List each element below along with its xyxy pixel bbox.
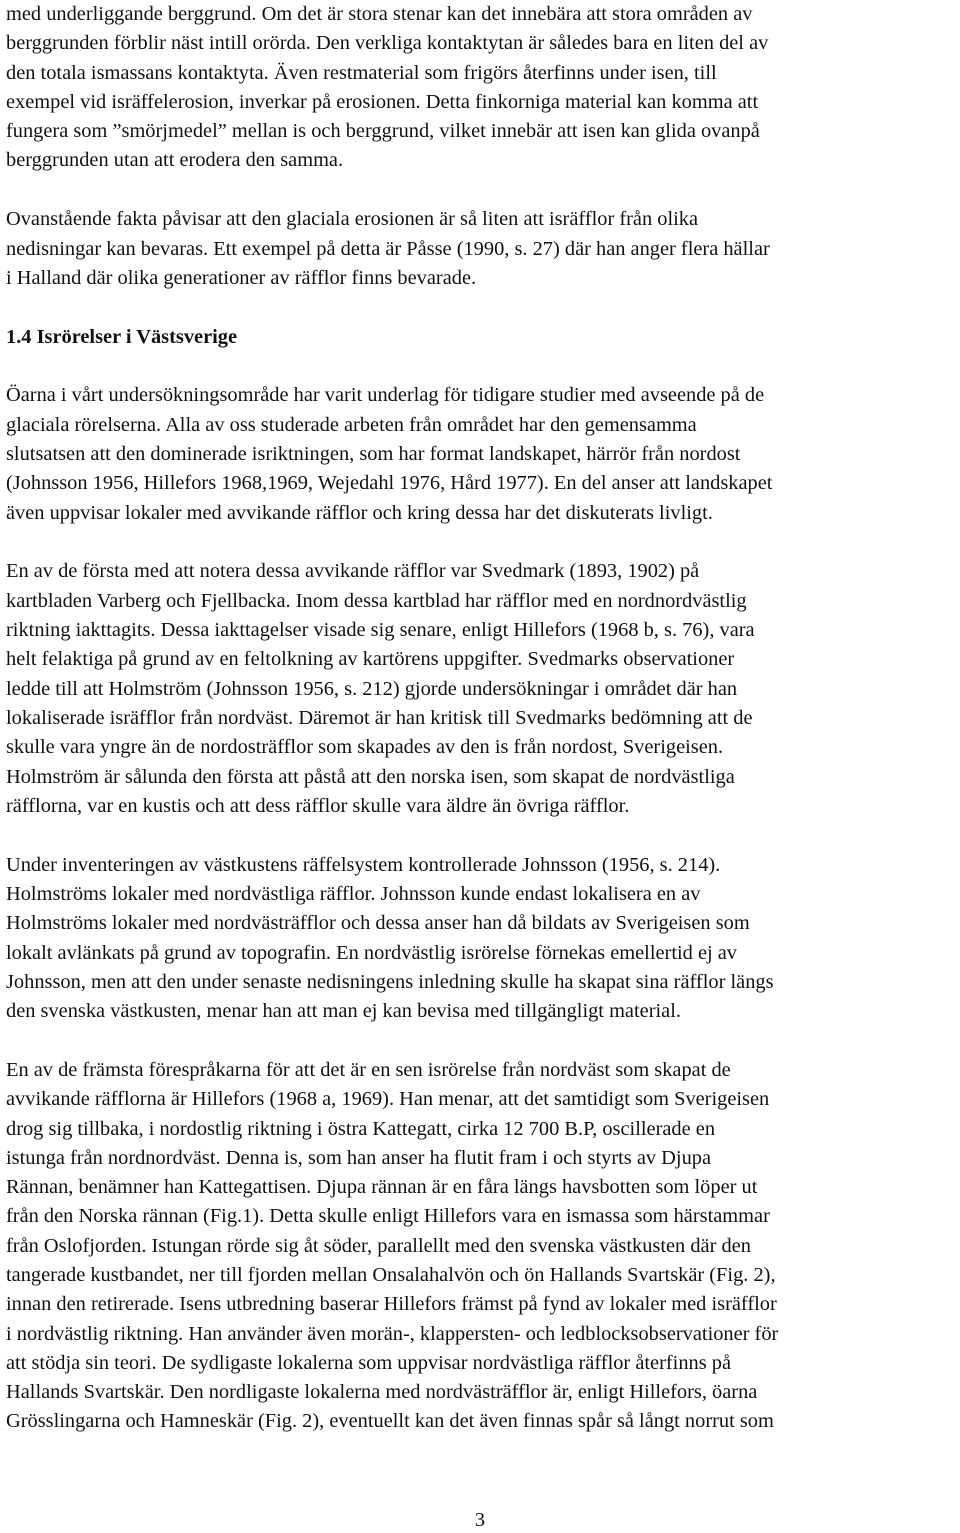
text-line: En av de första med att notera dessa avvikande räfflor var Svedmark (1893, 1902) på (6, 560, 700, 583)
text-line: Rännan, benämner han Kattegattisen. Djupa rännan är en fåra längs havsbotten som löper ut (6, 1176, 758, 1199)
page-number: 3 (474, 1509, 486, 1531)
text-line: kartbladen Varberg och Fjellbacka. Inom dessa kartblad har räfflor med en nordnordvästlig (6, 589, 747, 612)
document-page (6, 0, 956, 1466)
text-line: exempel vid isräffelerosion, inverkar på erosionen. Detta finkorniga material kan komma att (6, 90, 759, 113)
text-line: riktning iakttagits. Dessa iakttagelser visade sig senare, enligt Hillefors (1968 b, s. 76), vara (6, 619, 755, 642)
paragraph (6, 851, 956, 1027)
text-line: lokalt avlänkats på grund av topografin. En nordvästlig isrörelse förnekas emellertid ej av (6, 941, 738, 964)
paragraph (6, 1056, 956, 1437)
text-line: slutsatsen att den dominerade isriktningen, som har format landskapet, härrör från nordost (6, 443, 741, 466)
text-line: Grösslingarna och Hamneskär (Fig. 2), eventuellt kan det även finnas spår så långt norrut som (6, 1410, 774, 1433)
text-line: avvikande räfflorna är Hillefors (1968 a, 1969). Han menar, att det samtidigt som Sverigeisen (6, 1088, 770, 1111)
text-line: i nordvästlig riktning. Han använder även morän-, klappersten- och ledblocksobservationer för (6, 1322, 779, 1345)
text-line: Johnsson, men att den under senaste nedisningens inledning skulle ha skapat sina räfflor längs (6, 970, 774, 993)
text-line: tangerade kustbandet, ner till fjorden mellan Onsalahalvön och ön Hallands Svartskär (Fig. 2), (6, 1263, 776, 1286)
paragraph (6, 205, 956, 293)
text-line: Öarna i vårt undersökningsområde har varit underlag för tidigare studier med avseende på de (6, 384, 765, 407)
text-line: berggrunden utan att erodera den samma. (6, 149, 344, 172)
text-line: Holmströms lokaler med nordvästräfflor och dessa anser han då bildats av Sverigeisen som (6, 912, 750, 935)
text-line: helt felaktiga på grund av en feltolkning av kartörens uppgifter. Svedmarks observationer (6, 648, 735, 671)
text-line: från den Norska rännan (Fig.1). Detta skulle enligt Hillefors vara en ismassa som härstammar (6, 1205, 770, 1228)
paragraph (6, 557, 956, 821)
text-line: ledde till att Holmström (Johnsson 1956, s. 212) gjorde undersökningar i området där han (6, 677, 738, 700)
text-line: (Johnsson 1956, Hillefors 1968,1969, Wejedahl 1976, Hård 1977). En del anser att landskapet (6, 472, 773, 495)
section-body (6, 381, 956, 1436)
text-line: Holmström är sålunda den första att påstå att den norska isen, som skapat de nordvästliga (6, 765, 735, 788)
text-line: glaciala rörelserna. Alla av oss studerade arbeten från området har den gemensamma (6, 413, 697, 436)
section-heading: 1.4 Isrörelser i Västsverige (6, 325, 238, 348)
text-line: även uppvisar lokaler med avvikande räfflor och kring dessa har det diskuterats livligt. (6, 501, 713, 524)
text-line: från Oslofjorden. Istungan rörde sig åt söder, parallellt med den svenska västkusten där den (6, 1234, 751, 1257)
text-line: den totala ismassans kontaktyta. Även restmaterial som frigörs återfinns under isen, till (6, 61, 717, 84)
paragraph (6, 381, 956, 527)
text-line: att stödja sin teori. De sydligaste lokalerna som uppvisar nordvästliga räfflor återfinns på (6, 1351, 732, 1374)
text-line: lokaliserade isräfflor från nordväst. Däremot är han kritisk till Svedmarks bedömning att de (6, 706, 753, 729)
text-line: räfflorna, var en kustis och att dess räfflor skulle vara äldre än övriga räfflor. (6, 794, 630, 817)
text-line: nedisningar kan bevaras. Ett exempel på detta är Påsse (1990, s. 27) där han anger flera hällar (6, 237, 770, 260)
paragraph (6, 0, 956, 176)
text-line: En av de främsta förespråkarna för att det är en sen isrörelse från nordväst som skapat de (6, 1058, 731, 1081)
text-line: med underliggande berggrund. Om det är stora stenar kan det innebära att stora områden av (6, 3, 753, 25)
text-line: istunga från nordnordväst. Denna is, som han anser ha flutit fram i och styrts av Djupa (6, 1146, 712, 1169)
text-line: skulle vara yngre än de nordosträfflor som skapades av den is från nordost, Sverigeisen. (6, 736, 724, 759)
text-line: i Halland där olika generationer av räfflor finns bevarade. (6, 266, 477, 289)
text-line: den svenska västkusten, menar han att man ej kan bevisa med tillgängligt material. (6, 1000, 681, 1023)
text-line: Holmströms lokaler med nordvästliga räfflor. Johnsson kunde endast lokalisera en av (6, 882, 701, 905)
text-line: drog sig tillbaka, i nordostlig riktning i östra Kattegatt, cirka 12 700 B.P, oscillerade en (6, 1117, 716, 1140)
text-line: innan den retirerade. Isens utbredning baserar Hillefors främst på fynd av lokaler med isräfflor (6, 1293, 777, 1316)
text-line: Hallands Svartskär. Den nordligaste lokalerna med nordvästräfflor är, enligt Hillefors, öarna (6, 1381, 758, 1404)
text-line: berggrunden förblir näst intill orörda. Den verkliga kontaktytan är således bara en liten del av (6, 32, 769, 55)
text-line: Ovanstående fakta påvisar att den glaciala erosionen är så liten att isräfflor från olika (6, 208, 699, 231)
intro-section (6, 0, 956, 293)
text-line: Under inventeringen av västkustens räffelsystem kontrollerade Johnsson (1956, s. 214). (6, 853, 721, 876)
text-line: fungera som ”smörjmedel” mellan is och berggrund, vilket innebär att isen kan glida ovanpå (6, 120, 760, 143)
